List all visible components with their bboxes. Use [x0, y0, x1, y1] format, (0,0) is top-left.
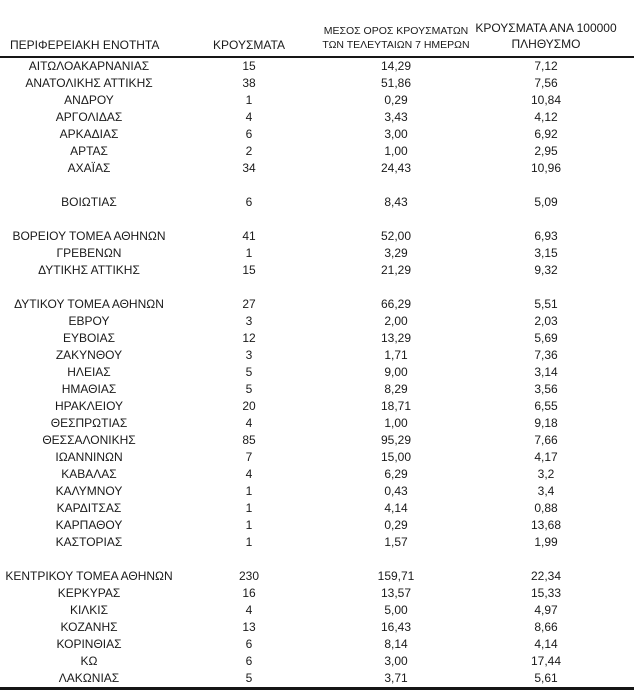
region-cell: ΚΑΡΠΑΘΟΥ — [55, 518, 123, 532]
table-row — [0, 517, 634, 534]
avg7-cell: 3,29 — [384, 246, 408, 260]
filler-cell — [620, 500, 634, 517]
region-cell: ΒΟΡΕΙΟΥ ΤΟΜΕΑ ΑΘΗΝΩΝ — [12, 229, 166, 243]
per100k-cell: 1,99 — [534, 535, 558, 549]
cases-cell: 1 — [245, 246, 253, 260]
cases-cell: 6 — [245, 127, 253, 141]
table-row — [0, 245, 634, 262]
cases-cell: 13 — [242, 620, 256, 634]
table-row — [0, 330, 634, 347]
cases-cell: 4 — [245, 416, 253, 430]
cases-cell: 6 — [245, 195, 253, 209]
region-cell: ΚΑΒΑΛΑΣ — [61, 467, 117, 481]
region-cell: ΚΟΡΙΝΘΙΑΣ — [56, 637, 122, 651]
avg7-cell: 3,00 — [384, 127, 408, 141]
cases-cell: 34 — [242, 161, 256, 175]
spacer-cell — [620, 211, 634, 228]
avg7-cell: 1,00 — [384, 144, 408, 158]
per100k-cell: 13,68 — [530, 518, 562, 532]
filler-cell — [620, 653, 634, 670]
filler-cell — [620, 670, 634, 689]
spacer-cell — [178, 211, 320, 228]
per100k-cell: 10,84 — [530, 93, 562, 107]
region-cell: ΙΩΑΝΝΙΝΩΝ — [55, 450, 123, 464]
region-cell: ΔΥΤΙΚΗΣ ΑΤΤΙΚΗΣ — [38, 263, 140, 277]
filler-cell — [620, 92, 634, 109]
table-row — [0, 585, 634, 602]
avg7-cell: 3,71 — [384, 671, 408, 685]
filler-cell — [620, 313, 634, 330]
filler-cell — [620, 585, 634, 602]
filler-cell — [620, 517, 634, 534]
per100k-cell: 6,55 — [534, 399, 558, 413]
header-region — [0, 0, 178, 57]
table-row — [0, 262, 634, 279]
avg7-cell: 8,14 — [384, 637, 408, 651]
region-cell: ΗΜΑΘΙΑΣ — [61, 382, 117, 396]
per100k-cell: 2,95 — [534, 144, 558, 158]
region-cell: ΑΝΑΤΟΛΙΚΗΣ ΑΤΤΙΚΗΣ — [25, 76, 153, 90]
cases-cell: 6 — [245, 654, 253, 668]
table-row — [0, 636, 634, 653]
cases-cell: 41 — [242, 229, 256, 243]
table-row — [0, 653, 634, 670]
filler-cell — [620, 619, 634, 636]
filler-cell — [620, 466, 634, 483]
avg7-cell: 3,43 — [384, 110, 408, 124]
table-row — [0, 449, 634, 466]
header-filler — [620, 0, 634, 57]
avg7-cell: 66,29 — [380, 297, 412, 311]
filler-cell — [620, 364, 634, 381]
filler-cell — [620, 194, 634, 211]
cases-cell: 4 — [245, 603, 253, 617]
cases-cell: 16 — [242, 586, 256, 600]
table-row — [0, 398, 634, 415]
region-cell: ΑΙΤΩΛΟΑΚΑΡΝΑΝΙΑΣ — [28, 59, 150, 73]
table-row — [0, 296, 634, 313]
spacer-cell — [320, 177, 472, 194]
table-row — [0, 670, 634, 689]
region-cell: ΚΙΛΚΙΣ — [69, 603, 109, 617]
region-cell: ΕΥΒΟΙΑΣ — [62, 331, 116, 345]
per100k-cell: 9,18 — [534, 416, 558, 430]
region-cell: ΗΡΑΚΛΕΙΟΥ — [54, 399, 124, 413]
avg7-cell: 1,71 — [384, 348, 408, 362]
cases-cell: 12 — [242, 331, 256, 345]
cases-cell: 3 — [245, 314, 253, 328]
region-cell: ΑΡΓΟΛΙΔΑΣ — [55, 110, 123, 124]
filler-cell — [620, 636, 634, 653]
spacer-row — [0, 551, 634, 568]
header-avg7 — [320, 0, 472, 57]
per100k-cell: 3,4 — [537, 484, 555, 498]
per100k-cell: 10,96 — [530, 161, 562, 175]
per100k-cell: 5,51 — [534, 297, 558, 311]
header-avg7-line2: ΤΩΝ ΤΕΛΕΥΤΑΙΩΝ 7 ΗΜΕΡΩΝ — [322, 38, 470, 51]
avg7-cell: 8,29 — [384, 382, 408, 396]
header-row — [0, 0, 634, 57]
table-row — [0, 126, 634, 143]
avg7-cell: 8,43 — [384, 195, 408, 209]
per100k-cell: 2,03 — [534, 314, 558, 328]
per100k-cell: 3,2 — [537, 467, 555, 481]
per100k-cell: 4,12 — [534, 110, 558, 124]
per100k-cell: 5,09 — [534, 195, 558, 209]
region-cell: ΔΥΤΙΚΟΥ ΤΟΜΕΑ ΑΘΗΝΩΝ — [14, 297, 164, 311]
cases-cell: 230 — [238, 569, 260, 583]
cases-cell: 15 — [242, 59, 256, 73]
spacer-cell — [472, 177, 620, 194]
avg7-cell: 3,00 — [384, 654, 408, 668]
table-row — [0, 364, 634, 381]
spacer-row — [0, 279, 634, 296]
cases-cell: 20 — [242, 399, 256, 413]
table-row — [0, 57, 634, 75]
per100k-cell: 0,88 — [534, 501, 558, 515]
region-cell: ΒΟΙΩΤΙΑΣ — [61, 195, 117, 209]
avg7-cell: 0,29 — [384, 518, 408, 532]
per100k-cell: 8,66 — [534, 620, 558, 634]
per100k-cell: 4,17 — [534, 450, 558, 464]
cases-cell: 1 — [245, 535, 253, 549]
table-body — [0, 57, 634, 689]
header-per100k — [472, 0, 620, 57]
per100k-cell: 9,32 — [534, 263, 558, 277]
filler-cell — [620, 126, 634, 143]
spacer-cell — [320, 211, 472, 228]
region-cell: ΑΝΔΡΟΥ — [64, 93, 114, 107]
per100k-cell: 7,36 — [534, 348, 558, 362]
spacer-cell — [620, 279, 634, 296]
filler-cell — [620, 449, 634, 466]
cases-cell: 5 — [245, 671, 253, 685]
avg7-cell: 159,71 — [377, 569, 415, 583]
per100k-cell: 3,56 — [534, 382, 558, 396]
table-row — [0, 160, 634, 177]
region-cell: ΑΡΚΑΔΙΑΣ — [59, 127, 119, 141]
cases-cell: 2 — [245, 144, 253, 158]
region-cell: ΓΡΕΒΕΝΩΝ — [56, 246, 122, 260]
per100k-cell: 3,15 — [534, 246, 558, 260]
per100k-cell: 6,92 — [534, 127, 558, 141]
filler-cell — [620, 245, 634, 262]
region-cell: ΚΕΝΤΡΙΚΟΥ ΤΟΜΕΑ ΑΘΗΝΩΝ — [5, 569, 173, 583]
avg7-cell: 0,43 — [384, 484, 408, 498]
table-row — [0, 228, 634, 245]
per100k-cell: 6,93 — [534, 229, 558, 243]
spacer-cell — [620, 177, 634, 194]
table-row — [0, 75, 634, 92]
table-row — [0, 415, 634, 432]
per100k-cell: 5,69 — [534, 331, 558, 345]
region-cell: ΚΕΡΚΥΡΑΣ — [57, 586, 121, 600]
cases-cell: 27 — [242, 297, 256, 311]
cases-cell: 38 — [242, 76, 256, 90]
filler-cell — [620, 347, 634, 364]
filler-cell — [620, 568, 634, 585]
per100k-cell: 4,97 — [534, 603, 558, 617]
cases-cell: 1 — [245, 93, 253, 107]
filler-cell — [620, 143, 634, 160]
table-row — [0, 313, 634, 330]
table-row — [0, 483, 634, 500]
filler-cell — [620, 381, 634, 398]
filler-cell — [620, 534, 634, 551]
avg7-cell: 52,00 — [380, 229, 412, 243]
region-cell: ΚΩ — [80, 654, 98, 668]
region-cell: ΑΧΑΪΑΣ — [67, 161, 111, 175]
cases-cell: 5 — [245, 365, 253, 379]
avg7-cell: 1,00 — [384, 416, 408, 430]
cases-cell: 5 — [245, 382, 253, 396]
region-cell: ΖΑΚΥΝΘΟΥ — [55, 348, 123, 362]
table-row — [0, 534, 634, 551]
table-row — [0, 143, 634, 160]
avg7-cell: 13,57 — [380, 586, 412, 600]
table-row — [0, 194, 634, 211]
table-row — [0, 568, 634, 585]
table-row — [0, 92, 634, 109]
region-cell: ΗΛΕΙΑΣ — [67, 365, 111, 379]
table-row — [0, 500, 634, 517]
cases-cell: 85 — [242, 433, 256, 447]
filler-cell — [620, 109, 634, 126]
spacer-cell — [178, 177, 320, 194]
avg7-cell: 21,29 — [380, 263, 412, 277]
header-cases-label: ΚΡΟΥΣΜΑΤΑ — [213, 38, 285, 52]
spacer-cell — [178, 279, 320, 296]
per100k-cell: 7,66 — [534, 433, 558, 447]
per100k-cell: 7,56 — [534, 76, 558, 90]
avg7-cell: 9,00 — [384, 365, 408, 379]
filler-cell — [620, 483, 634, 500]
header-region-label: ΠΕΡΙΦΕΡΕΙΑΚΗ ΕΝΟΤΗΤΑ — [10, 38, 160, 52]
avg7-cell: 15,00 — [380, 450, 412, 464]
avg7-cell: 4,14 — [384, 501, 408, 515]
spacer-cell — [472, 279, 620, 296]
header-cases — [178, 0, 320, 57]
filler-cell — [620, 296, 634, 313]
spacer-cell — [620, 551, 634, 568]
region-cell: ΚΟΖΑΝΗΣ — [60, 620, 118, 634]
filler-cell — [620, 262, 634, 279]
header-per100k-line1: ΚΡΟΥΣΜΑΤΑ ΑΝΑ 100000 — [475, 21, 617, 36]
spacer-cell — [0, 177, 178, 194]
spacer-cell — [320, 279, 472, 296]
cases-cell: 4 — [245, 467, 253, 481]
per100k-cell: 17,44 — [530, 654, 562, 668]
avg7-cell: 1,57 — [384, 535, 408, 549]
filler-cell — [620, 57, 634, 75]
header-avg7-line1: ΜΕΣΟΣ ΟΡΟΣ ΚΡΟΥΣΜΑΤΩΝ — [323, 25, 469, 38]
region-cell: ΛΑΚΩΝΙΑΣ — [58, 671, 120, 685]
avg7-cell: 18,71 — [380, 399, 412, 413]
spacer-cell — [0, 279, 178, 296]
per100k-cell: 3,14 — [534, 365, 558, 379]
spacer-cell — [0, 551, 178, 568]
table-row — [0, 347, 634, 364]
cases-cell: 4 — [245, 110, 253, 124]
avg7-cell: 24,43 — [380, 161, 412, 175]
avg7-cell: 16,43 — [380, 620, 412, 634]
filler-cell — [620, 75, 634, 92]
table-header — [0, 0, 634, 57]
filler-cell — [620, 432, 634, 449]
table-row — [0, 619, 634, 636]
table-row — [0, 381, 634, 398]
region-cell: ΚΑΣΤΟΡΙΑΣ — [55, 535, 123, 549]
cases-cell: 1 — [245, 484, 253, 498]
table-row — [0, 109, 634, 126]
table-row — [0, 432, 634, 449]
cases-cell: 15 — [242, 263, 256, 277]
filler-cell — [620, 415, 634, 432]
cases-cell: 3 — [245, 348, 253, 362]
cases-cell: 1 — [245, 501, 253, 515]
per100k-cell: 15,33 — [530, 586, 562, 600]
spacer-row — [0, 211, 634, 228]
avg7-cell: 6,29 — [384, 467, 408, 481]
cases-cell: 6 — [245, 637, 253, 651]
table-row — [0, 602, 634, 619]
spacer-row — [0, 177, 634, 194]
per100k-cell: 5,61 — [534, 671, 558, 685]
filler-cell — [620, 602, 634, 619]
spacer-cell — [472, 211, 620, 228]
per100k-cell: 7,12 — [534, 59, 558, 73]
filler-cell — [620, 228, 634, 245]
avg7-cell: 95,29 — [380, 433, 412, 447]
region-cell: ΕΒΡΟΥ — [68, 314, 110, 328]
region-cell: ΚΑΛΥΜΝΟΥ — [55, 484, 123, 498]
region-cell: ΘΕΣΠΡΩΤΙΑΣ — [50, 416, 128, 430]
per100k-cell: 4,14 — [534, 637, 558, 651]
cases-cell: 1 — [245, 518, 253, 532]
table-row — [0, 466, 634, 483]
region-cell: ΑΡΤΑΣ — [70, 144, 108, 158]
spacer-cell — [178, 551, 320, 568]
avg7-cell: 14,29 — [380, 59, 412, 73]
spacer-cell — [0, 211, 178, 228]
header-per100k-line2: ΠΛΗΘΥΣΜΟ — [511, 36, 581, 51]
region-cell: ΚΑΡΔΙΤΣΑΣ — [56, 501, 122, 515]
filler-cell — [620, 160, 634, 177]
avg7-cell: 2,00 — [384, 314, 408, 328]
avg7-cell: 13,29 — [380, 331, 412, 345]
filler-cell — [620, 330, 634, 347]
avg7-cell: 51,86 — [380, 76, 412, 90]
avg7-cell: 0,29 — [384, 93, 408, 107]
per100k-cell: 22,34 — [530, 569, 562, 583]
filler-cell — [620, 398, 634, 415]
cases-cell: 7 — [245, 450, 253, 464]
avg7-cell: 5,00 — [384, 603, 408, 617]
spacer-cell — [472, 551, 620, 568]
region-cell: ΘΕΣΣΑΛΟΝΙΚΗΣ — [42, 433, 136, 447]
spacer-cell — [320, 551, 472, 568]
